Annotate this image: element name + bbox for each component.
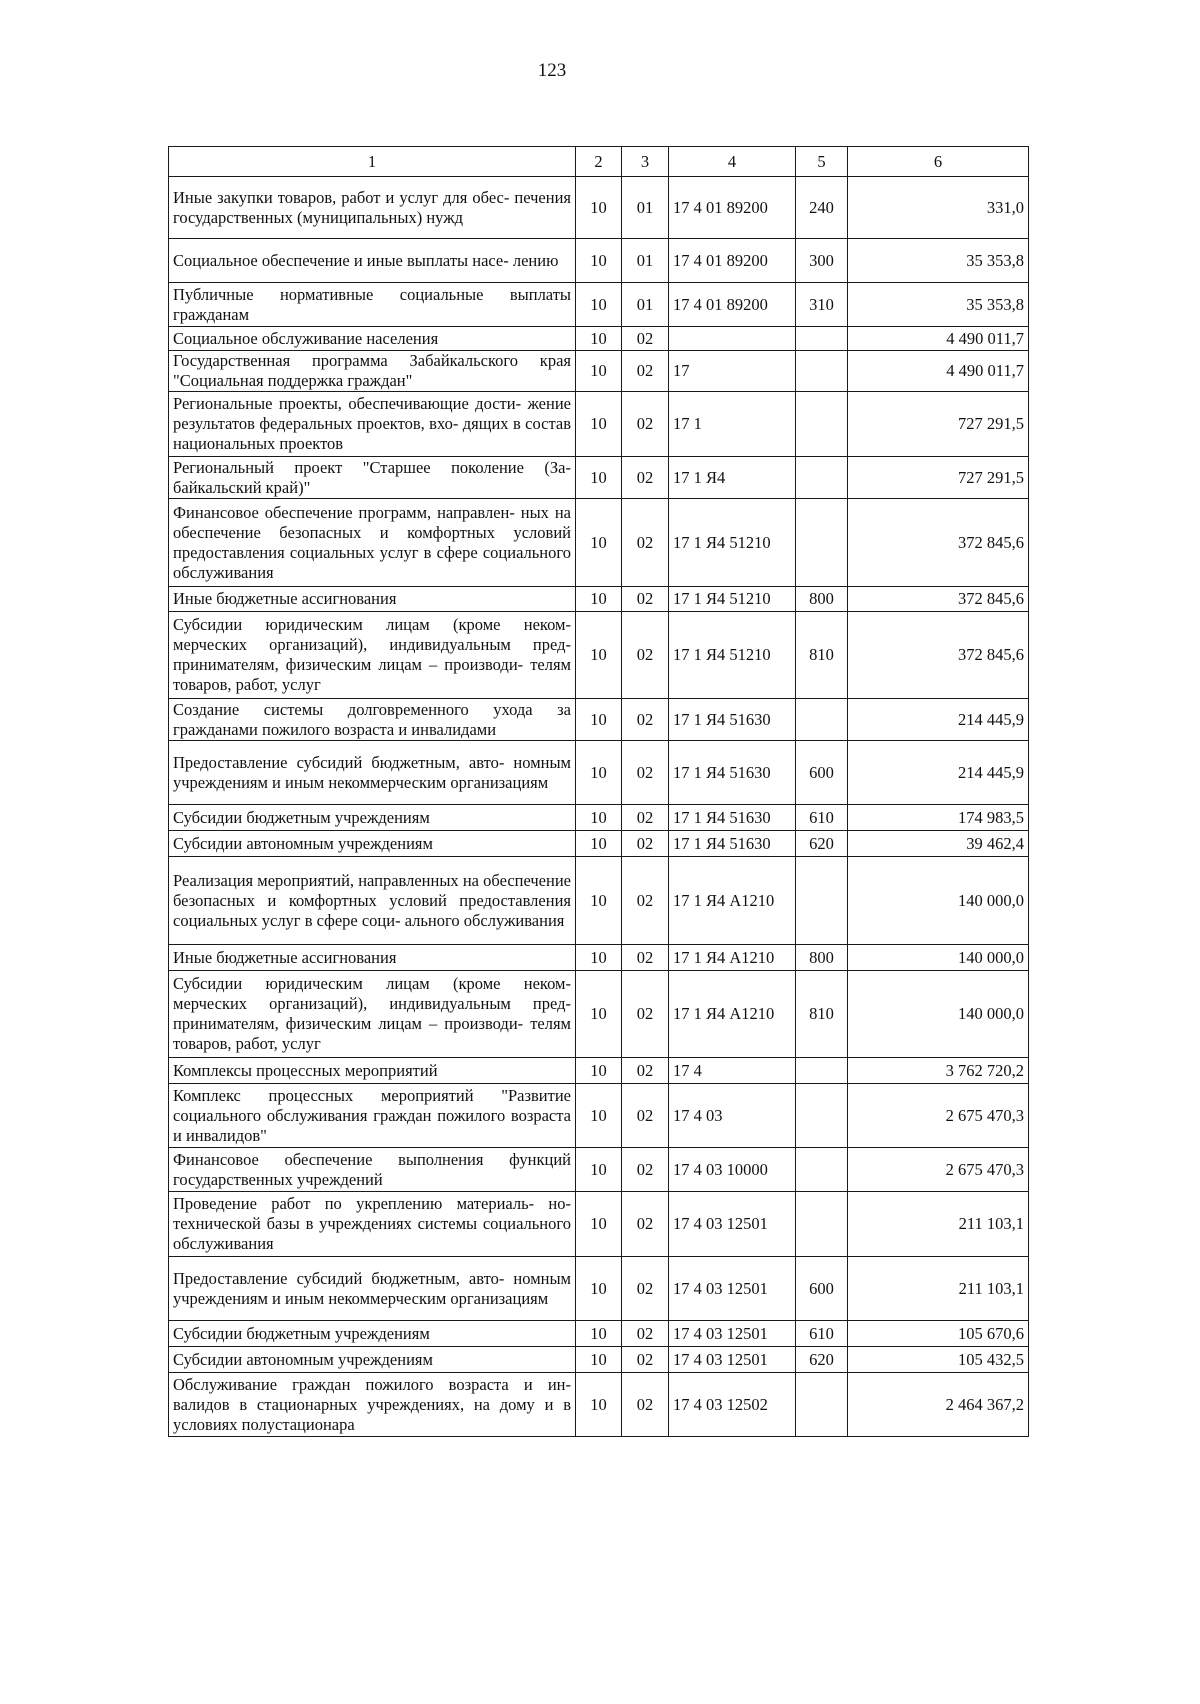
expense-type: 240 [796, 177, 848, 239]
table-row [169, 1084, 1029, 1148]
expense-type: 600 [796, 1257, 848, 1321]
table-row [169, 392, 1029, 457]
section-code: 10 [576, 1321, 622, 1347]
table-row [169, 1373, 1029, 1437]
section-code: 10 [576, 805, 622, 831]
expense-type [796, 1084, 848, 1148]
target-article: 17 4 03 12501 [669, 1192, 796, 1257]
table-row [169, 741, 1029, 805]
subsection-code: 01 [622, 177, 669, 239]
target-article: 17 1 Я4 51630 [669, 741, 796, 805]
expense-type: 610 [796, 805, 848, 831]
expense-type: 610 [796, 1321, 848, 1347]
section-code: 10 [576, 971, 622, 1058]
table-row [169, 351, 1029, 392]
target-article: 17 4 03 12501 [669, 1347, 796, 1373]
subsection-code: 02 [622, 945, 669, 971]
row-name: Предоставление субсидий бюджетным, авто- номным учреждениям и иным некоммерческим организациям [169, 1257, 576, 1321]
subsection-code: 02 [622, 612, 669, 699]
expense-type [796, 1192, 848, 1257]
expense-type: 300 [796, 239, 848, 283]
expense-type: 310 [796, 283, 848, 327]
subsection-code: 02 [622, 1373, 669, 1437]
row-name: Иные бюджетные ассигнования [169, 945, 576, 971]
header-col-1: 1 [169, 147, 576, 177]
subsection-code: 02 [622, 1347, 669, 1373]
table-row [169, 1257, 1029, 1321]
target-article: 17 4 01 89200 [669, 177, 796, 239]
expense-type [796, 1148, 848, 1192]
section-code: 10 [576, 587, 622, 612]
subsection-code: 02 [622, 857, 669, 945]
target-article: 17 1 [669, 392, 796, 457]
row-name: Проведение работ по укреплению материаль- но-технической базы в учреждениях системы социального обслуживания [169, 1192, 576, 1257]
subsection-code: 01 [622, 239, 669, 283]
amount: 140 000,0 [848, 857, 1029, 945]
table-row [169, 1192, 1029, 1257]
expense-type: 800 [796, 587, 848, 612]
row-name: Субсидии автономным учреждениям [169, 831, 576, 857]
section-code: 10 [576, 831, 622, 857]
expense-type [796, 392, 848, 457]
row-name: Субсидии юридическим лицам (кроме неком- мерческих организаций), индивидуальным пред- принимателям, физическим лицам – производи- телям товаров, работ, услуг [169, 612, 576, 699]
section-code: 10 [576, 612, 622, 699]
subsection-code: 02 [622, 1058, 669, 1084]
target-article: 17 1 Я4 51210 [669, 499, 796, 587]
table-row [169, 457, 1029, 499]
amount: 2 464 367,2 [848, 1373, 1029, 1437]
section-code: 10 [576, 741, 622, 805]
row-name: Государственная программа Забайкальского края "Социальная поддержка граждан" [169, 351, 576, 392]
target-article: 17 4 03 [669, 1084, 796, 1148]
target-article [669, 327, 796, 351]
table-row [169, 1058, 1029, 1084]
expense-type [796, 699, 848, 741]
row-name: Реализация мероприятий, направленных на обеспечение безопасных и комфортных условий предоставления социальных услуг в сфере соци- ального обслуживания [169, 857, 576, 945]
header-col-6: 6 [848, 147, 1029, 177]
section-code: 10 [576, 177, 622, 239]
target-article: 17 1 Я4 А1210 [669, 945, 796, 971]
expense-type [796, 499, 848, 587]
subsection-code: 02 [622, 741, 669, 805]
row-name: Субсидии автономным учреждениям [169, 1347, 576, 1373]
subsection-code: 02 [622, 1192, 669, 1257]
subsection-code: 02 [622, 351, 669, 392]
subsection-code: 02 [622, 1257, 669, 1321]
subsection-code: 02 [622, 1321, 669, 1347]
budget-table [168, 146, 1029, 1437]
table-row [169, 699, 1029, 741]
subsection-code: 02 [622, 699, 669, 741]
target-article: 17 4 03 12502 [669, 1373, 796, 1437]
amount: 140 000,0 [848, 945, 1029, 971]
row-name: Региональные проекты, обеспечивающие дости- жение результатов федеральных проектов, вхо- дящих в состав национальных проектов [169, 392, 576, 457]
amount: 105 432,5 [848, 1347, 1029, 1373]
target-article: 17 1 Я4 51210 [669, 612, 796, 699]
table-row [169, 283, 1029, 327]
subsection-code: 02 [622, 1148, 669, 1192]
amount: 105 670,6 [848, 1321, 1029, 1347]
target-article: 17 1 Я4 А1210 [669, 971, 796, 1058]
target-article: 17 1 Я4 51630 [669, 831, 796, 857]
expense-type [796, 457, 848, 499]
subsection-code: 02 [622, 971, 669, 1058]
table-row [169, 327, 1029, 351]
amount: 174 983,5 [848, 805, 1029, 831]
row-name: Предоставление субсидий бюджетным, авто- номным учреждениям и иным некоммерческим организациям [169, 741, 576, 805]
table-row [169, 805, 1029, 831]
amount: 39 462,4 [848, 831, 1029, 857]
expense-type: 620 [796, 831, 848, 857]
table-row [169, 831, 1029, 857]
subsection-code: 02 [622, 392, 669, 457]
section-code: 10 [576, 1058, 622, 1084]
section-code: 10 [576, 1148, 622, 1192]
row-name: Региональный проект "Старшее поколение (За- байкальский край)" [169, 457, 576, 499]
row-name: Публичные нормативные социальные выплаты гражданам [169, 283, 576, 327]
section-code: 10 [576, 699, 622, 741]
row-name: Финансовое обеспечение программ, направлен- ных на обеспечение безопасных и комфортных условий предоставления социальных услуг в сфере социального обслуживания [169, 499, 576, 587]
expense-type: 600 [796, 741, 848, 805]
expense-type: 810 [796, 971, 848, 1058]
amount: 727 291,5 [848, 392, 1029, 457]
header-col-2: 2 [576, 147, 622, 177]
table-row [169, 1148, 1029, 1192]
subsection-code: 02 [622, 1084, 669, 1148]
row-name: Субсидии бюджетным учреждениям [169, 805, 576, 831]
row-name: Социальное обеспечение и иные выплаты насе- лению [169, 239, 576, 283]
target-article: 17 1 Я4 А1210 [669, 857, 796, 945]
amount: 211 103,1 [848, 1257, 1029, 1321]
target-article: 17 4 01 89200 [669, 239, 796, 283]
section-code: 10 [576, 1347, 622, 1373]
section-code: 10 [576, 351, 622, 392]
amount: 4 490 011,7 [848, 327, 1029, 351]
row-name: Субсидии юридическим лицам (кроме неком- мерческих организаций), индивидуальным пред- принимателям, физическим лицам – производи- телям товаров, работ, услуг [169, 971, 576, 1058]
target-article: 17 1 Я4 51630 [669, 699, 796, 741]
amount: 3 762 720,2 [848, 1058, 1029, 1084]
subsection-code: 02 [622, 805, 669, 831]
row-name: Комплекс процессных мероприятий "Развитие социального обслуживания граждан пожилого возраста и инвалидов" [169, 1084, 576, 1148]
amount: 35 353,8 [848, 239, 1029, 283]
section-code: 10 [576, 1373, 622, 1437]
amount: 727 291,5 [848, 457, 1029, 499]
header-col-3: 3 [622, 147, 669, 177]
target-article: 17 4 [669, 1058, 796, 1084]
subsection-code: 01 [622, 283, 669, 327]
subsection-code: 02 [622, 831, 669, 857]
section-code: 10 [576, 1084, 622, 1148]
table-row [169, 1321, 1029, 1347]
expense-type: 620 [796, 1347, 848, 1373]
section-code: 10 [576, 499, 622, 587]
amount: 331,0 [848, 177, 1029, 239]
amount: 211 103,1 [848, 1192, 1029, 1257]
section-code: 10 [576, 1192, 622, 1257]
section-code: 10 [576, 392, 622, 457]
amount: 372 845,6 [848, 612, 1029, 699]
section-code: 10 [576, 327, 622, 351]
section-code: 10 [576, 457, 622, 499]
table-row [169, 177, 1029, 239]
amount: 35 353,8 [848, 283, 1029, 327]
table-row [169, 499, 1029, 587]
target-article: 17 1 Я4 51210 [669, 587, 796, 612]
amount: 2 675 470,3 [848, 1084, 1029, 1148]
target-article: 17 1 Я4 51630 [669, 805, 796, 831]
section-code: 10 [576, 1257, 622, 1321]
subsection-code: 02 [622, 587, 669, 612]
section-code: 10 [576, 283, 622, 327]
table-row [169, 587, 1029, 612]
table-body [169, 177, 1029, 1437]
target-article: 17 4 01 89200 [669, 283, 796, 327]
table-row [169, 945, 1029, 971]
row-name: Финансовое обеспечение выполнения функций государственных учреждений [169, 1148, 576, 1192]
page-number: 123 [537, 60, 567, 81]
table-row [169, 857, 1029, 945]
header-col-4: 4 [669, 147, 796, 177]
target-article: 17 1 Я4 [669, 457, 796, 499]
row-name: Субсидии бюджетным учреждениям [169, 1321, 576, 1347]
amount: 140 000,0 [848, 971, 1029, 1058]
table-row [169, 612, 1029, 699]
target-article: 17 [669, 351, 796, 392]
row-name: Обслуживание граждан пожилого возраста и ин- валидов в стационарных учреждениях, на дому и в условиях полустационара [169, 1373, 576, 1437]
subsection-code: 02 [622, 499, 669, 587]
header-row [169, 147, 1029, 177]
subsection-code: 02 [622, 327, 669, 351]
amount: 214 445,9 [848, 741, 1029, 805]
section-code: 10 [576, 945, 622, 971]
amount: 214 445,9 [848, 699, 1029, 741]
row-name: Комплексы процессных мероприятий [169, 1058, 576, 1084]
section-code: 10 [576, 239, 622, 283]
target-article: 17 4 03 12501 [669, 1257, 796, 1321]
table-row [169, 1347, 1029, 1373]
subsection-code: 02 [622, 457, 669, 499]
section-code: 10 [576, 857, 622, 945]
expense-type [796, 1373, 848, 1437]
row-name: Иные закупки товаров, работ и услуг для обес- печения государственных (муниципальных) нужд [169, 177, 576, 239]
expense-type: 800 [796, 945, 848, 971]
amount: 2 675 470,3 [848, 1148, 1029, 1192]
target-article: 17 4 03 12501 [669, 1321, 796, 1347]
amount: 372 845,6 [848, 587, 1029, 612]
row-name: Иные бюджетные ассигнования [169, 587, 576, 612]
expense-type: 810 [796, 612, 848, 699]
amount: 4 490 011,7 [848, 351, 1029, 392]
expense-type [796, 1058, 848, 1084]
expense-type [796, 857, 848, 945]
expense-type [796, 327, 848, 351]
row-name: Социальное обслуживание населения [169, 327, 576, 351]
target-article: 17 4 03 10000 [669, 1148, 796, 1192]
table-row [169, 239, 1029, 283]
header-col-5: 5 [796, 147, 848, 177]
table-row [169, 971, 1029, 1058]
amount: 372 845,6 [848, 499, 1029, 587]
row-name: Создание системы долговременного ухода за гражданами пожилого возраста и инвалидами [169, 699, 576, 741]
expense-type [796, 351, 848, 392]
